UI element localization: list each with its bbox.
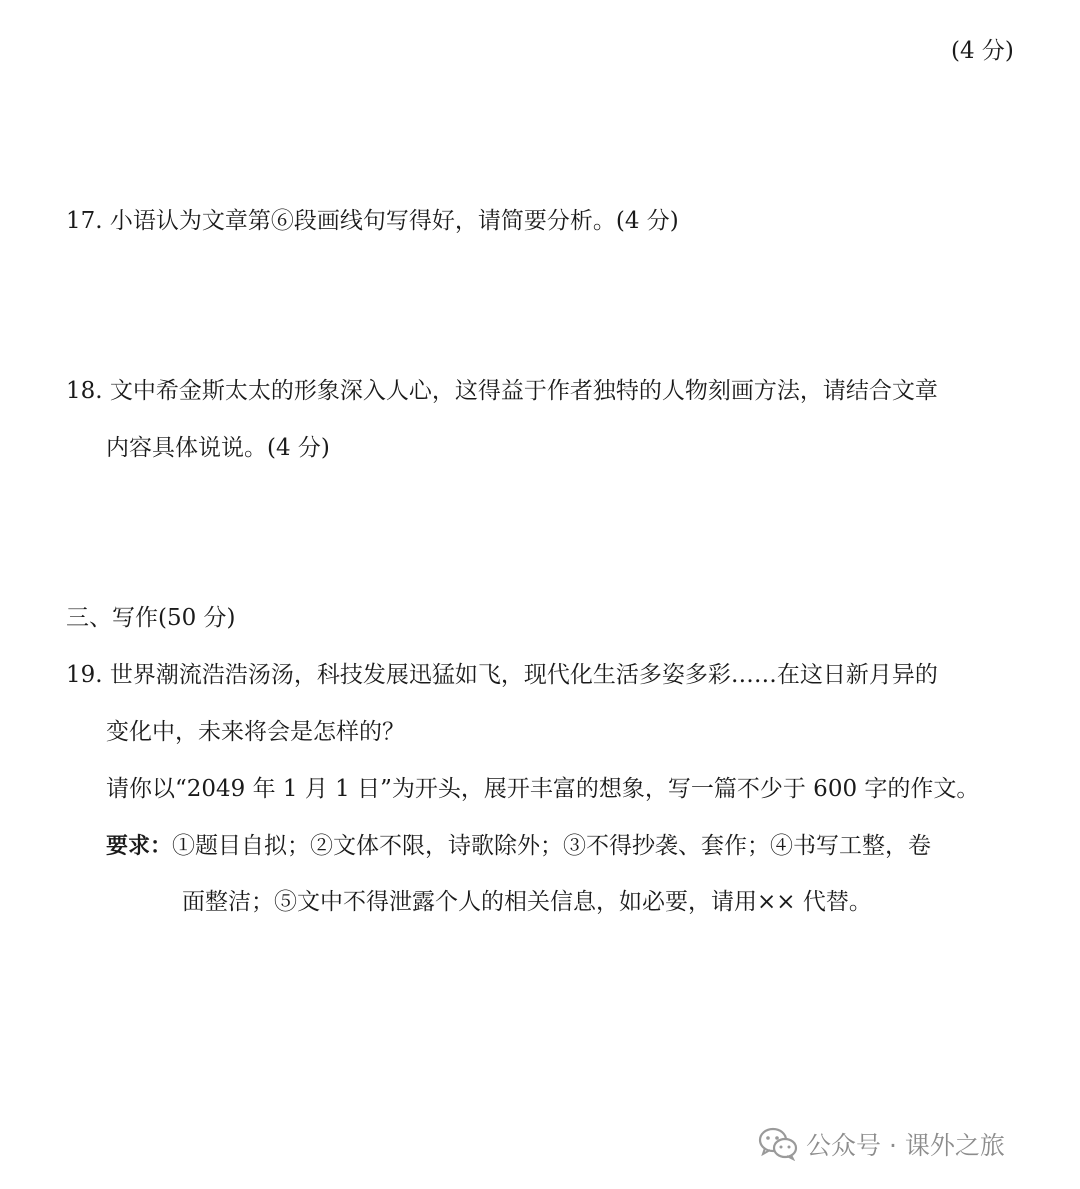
section-writing-title: 三、写作(50 分) [66,605,236,631]
question-18-line1: 18. 文中希金斯太太的形象深入人心，这得益于作者独特的人物刻画方法，请结合文章 [66,378,938,404]
question-19-line1: 19. 世界潮流浩浩汤汤，科技发展迅猛如飞，现代化生活多姿多彩……在这日新月异的 [66,662,938,688]
watermark [758,1124,1005,1164]
score-label: (4 分) [951,38,1014,64]
requirements-text-1: ①题目自拟；②文体不限，诗歌除外；③不得抄袭、套作；④书写工整，卷 [172,833,932,859]
question-17: 17. 小语认为文章第⑥段画线句写得好，请简要分析。(4 分) [66,208,679,234]
watermark-text: 公众号 · 课外之旅 [806,1131,1005,1160]
requirements-line2: 面整洁；⑤文中不得泄露个人的相关信息，如必要，请用×× 代替。 [182,889,872,915]
question-18-line2: 内容具体说说。(4 分) [106,435,330,461]
question-19-prompt: 请你以“2049 年 1 月 1 日”为开头，展开丰富的想象，写一篇不少于 600 字的作文。 [106,776,980,802]
requirements-line1 [106,831,931,862]
requirements-label: 要求： [106,834,173,859]
question-19-line2: 变化中，未来将会是怎样的？ [106,719,405,745]
wechat-icon [758,1127,798,1161]
